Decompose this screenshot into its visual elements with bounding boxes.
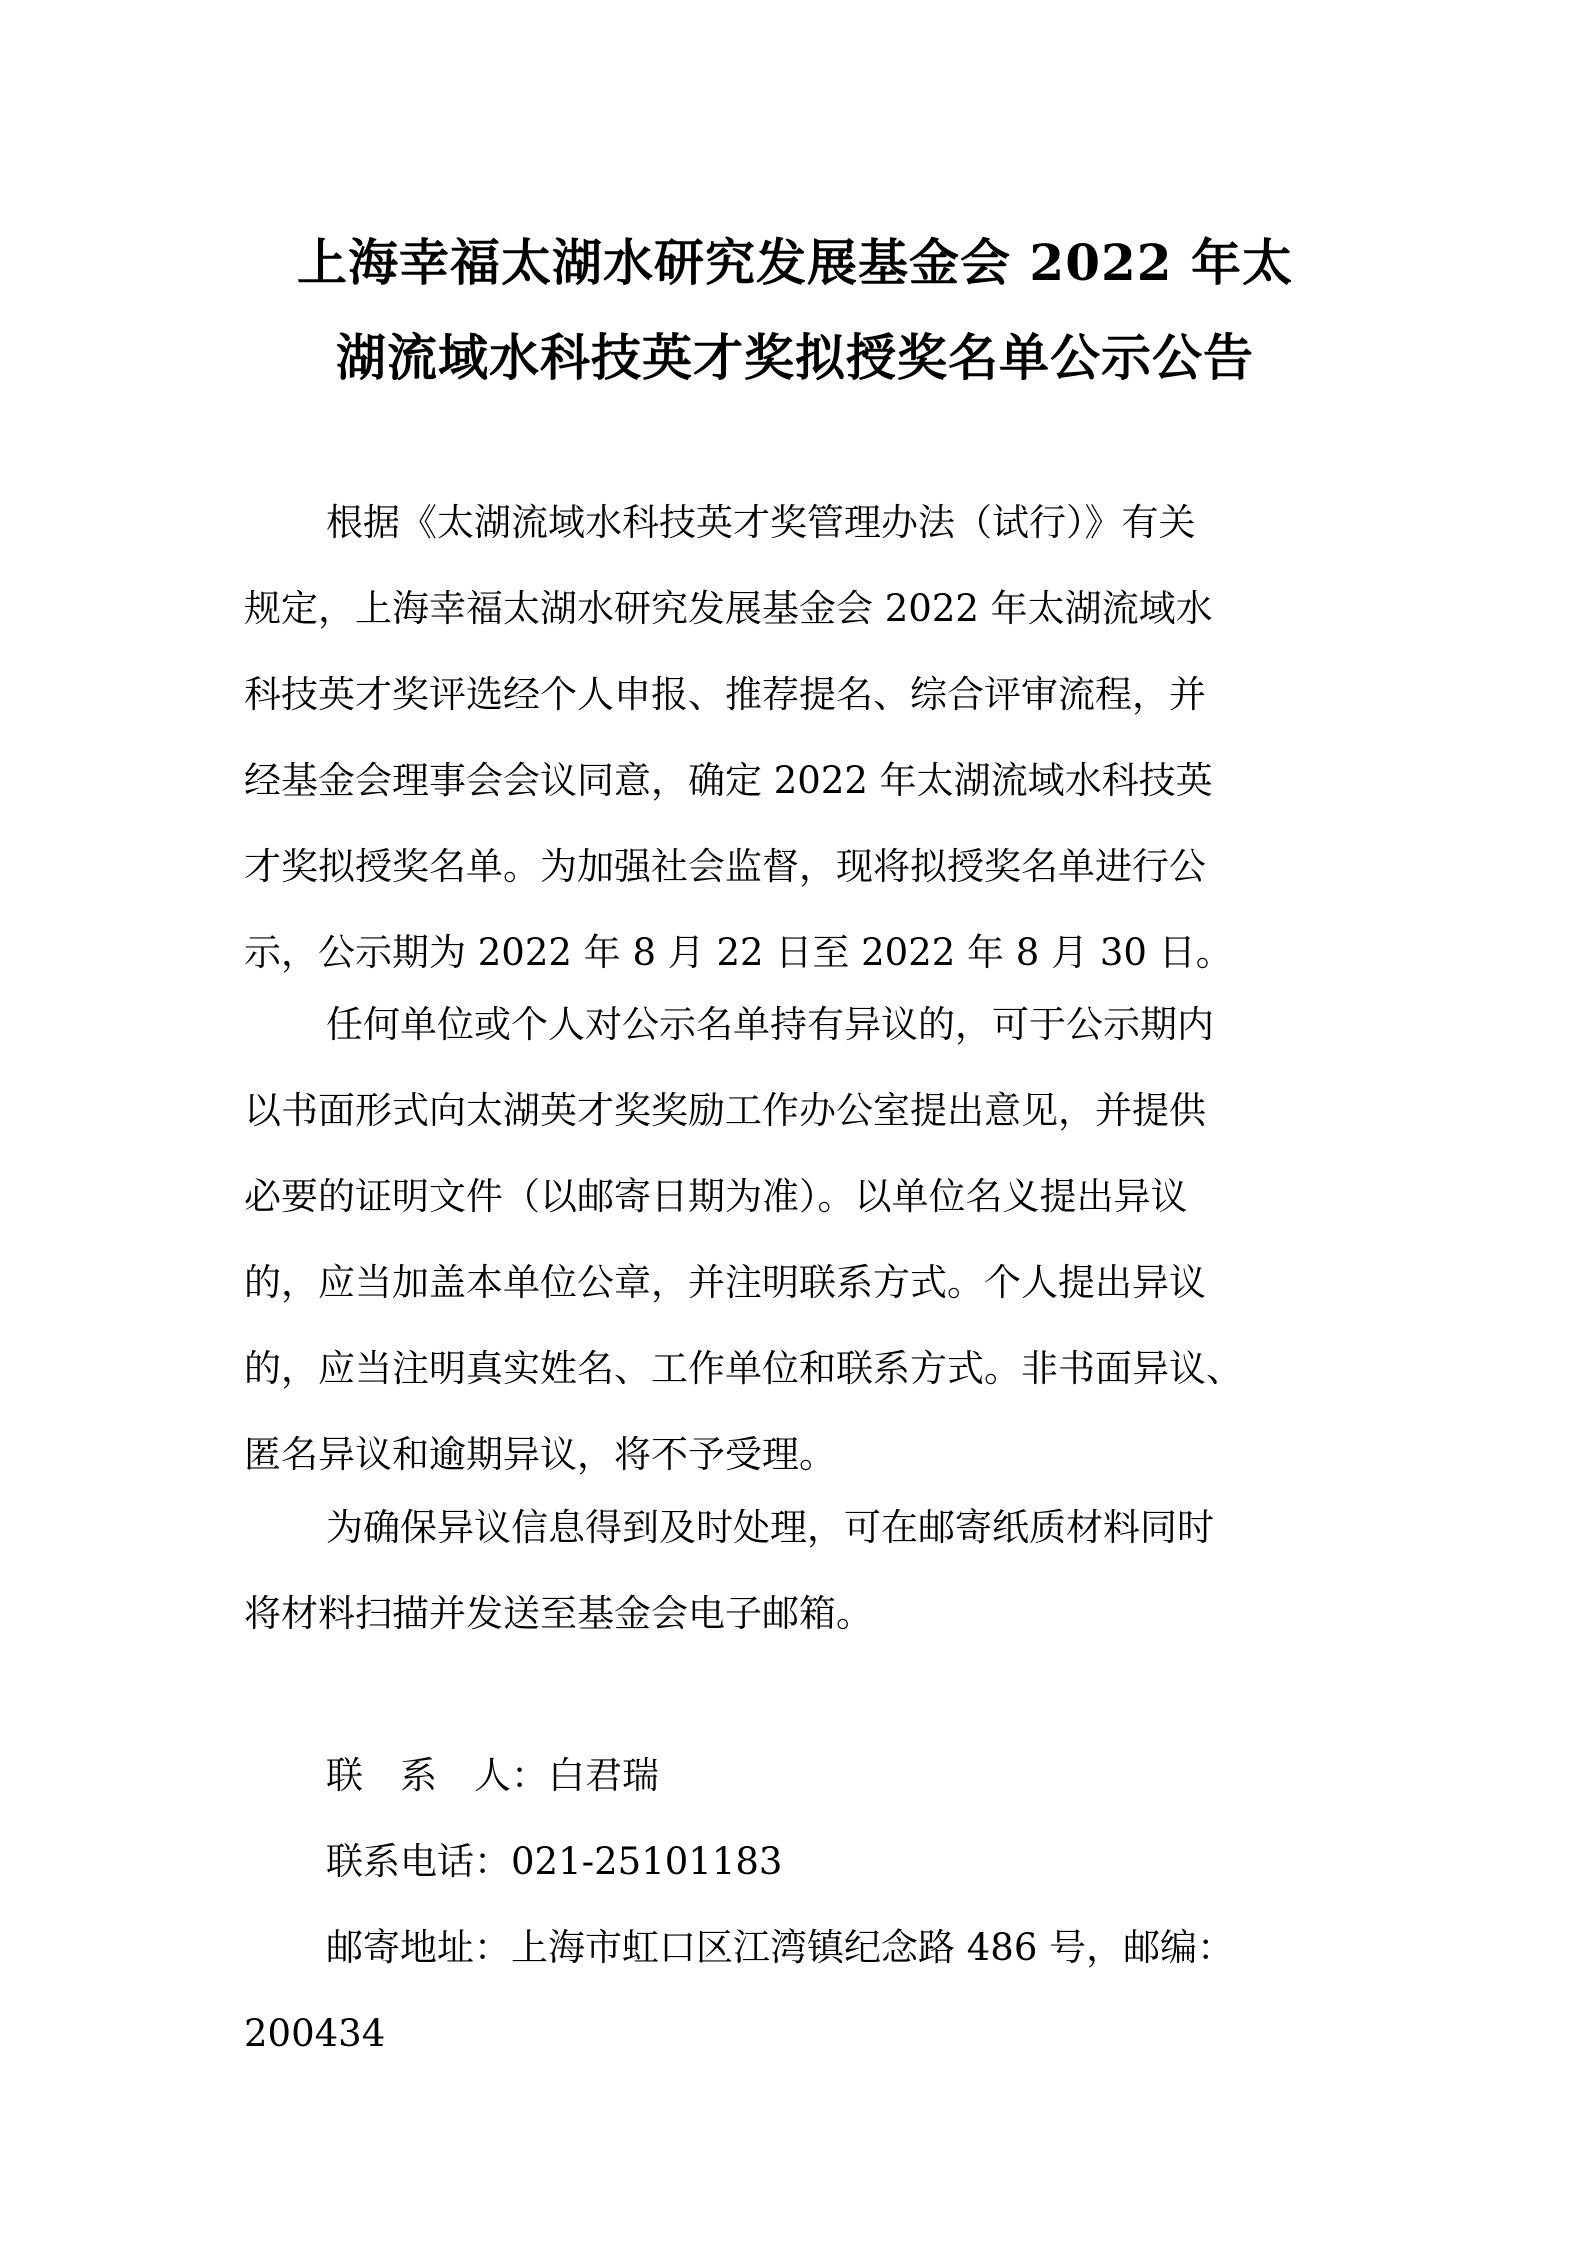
contact-phone-label: 联系电话： — [326, 1840, 511, 1883]
paragraph-line: 才奖拟授奖名单。为加强社会监督，现将拟授奖名单进行公 — [244, 845, 1206, 888]
paragraph-line: 规定，上海幸福太湖水研究发展基金会 2022 年太湖流域水 — [244, 587, 1213, 630]
paragraph-line: 根据《太湖流域水科技英才奖管理办法（试行）》有关 — [326, 501, 1196, 544]
contact-address — [244, 1905, 1354, 1991]
contact-block — [244, 1733, 1354, 2077]
title-line: 湖流域水科技英才奖拟授奖名单公示公告 — [336, 328, 1254, 387]
paragraph-line: 为确保异议信息得到及时处理，可在邮寄纸质材料同时 — [326, 1506, 1214, 1549]
paragraph-email — [244, 1485, 1354, 1657]
paragraph-line: 将材料扫描并发送至基金会电子邮箱。 — [244, 1592, 873, 1635]
paragraph-line: 任何单位或个人对公示名单持有异议的，可于公示期内 — [326, 1003, 1214, 1046]
paragraph-line: 以书面形式向太湖英才奖奖励工作办公室提出意见，并提供 — [244, 1089, 1206, 1132]
paragraph-line: 科技英才奖评选经个人申报、推荐提名、综合评审流程，并 — [244, 673, 1206, 716]
paragraph-line: 示，公示期为 2022 年 8 月 22 日至 2022 年 8 月 30 日。 — [244, 931, 1233, 974]
paragraph-line: 经基金会理事会会议同意，确定 2022 年太湖流域水科技英 — [244, 759, 1213, 802]
paragraph-line: 匿名异议和逾期异议，将不予受理。 — [244, 1433, 836, 1476]
contact-address-value: 上海市虹口区江湾镇纪念路 486 号，邮编： — [511, 1926, 1235, 1969]
title-line: 上海幸福太湖水研究发展基金会 2022 年太 — [297, 233, 1293, 292]
contact-address-label: 邮寄地址： — [326, 1926, 511, 1969]
document-title — [240, 215, 1350, 405]
paragraph-line: 的，应当加盖本单位公章，并注明联系方式。个人提出异议 — [244, 1261, 1206, 1304]
paragraph-objection — [244, 982, 1354, 1498]
contact-person-value: 白君瑞 — [548, 1754, 659, 1797]
contact-postcode: 200434 — [244, 2012, 386, 2055]
paragraph-line: 的，应当注明真实姓名、工作单位和联系方式。非书面异议、 — [244, 1347, 1243, 1390]
contact-person — [244, 1733, 1354, 1819]
contact-person-label: 联 系 人： — [326, 1754, 548, 1797]
contact-phone — [244, 1819, 1354, 1905]
paragraph-regulation — [244, 480, 1354, 996]
paragraph-line: 必要的证明文件（以邮寄日期为准）。以单位名义提出异议 — [244, 1175, 1188, 1218]
contact-phone-value: 021-25101183 — [511, 1840, 783, 1883]
